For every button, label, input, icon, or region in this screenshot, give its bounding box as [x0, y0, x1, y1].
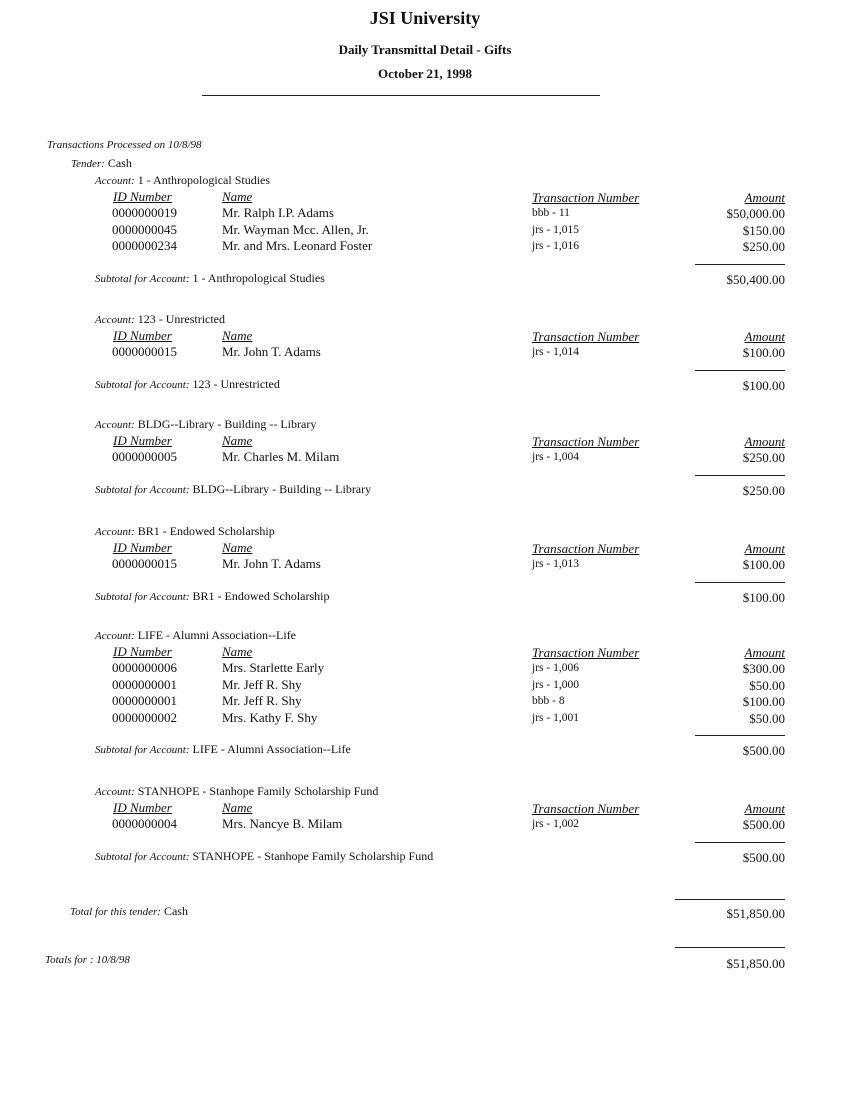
- donor-name: Mr. Charles M. Milam: [222, 449, 340, 464]
- id-number: 0000000001: [112, 693, 177, 708]
- report-title: JSI University: [369, 8, 481, 28]
- donor-name: Mr. Jeff R. Shy: [222, 693, 302, 708]
- subtotal-amount: $500.00: [742, 849, 785, 865]
- donor-name: Mrs. Kathy F. Shy: [222, 709, 318, 725]
- amount: $500.00: [742, 817, 785, 832]
- id-number: 0000000005: [112, 449, 177, 464]
- transaction-number: bbb - 11: [532, 207, 570, 219]
- grand-total-amount: $51,850.00: [726, 956, 785, 971]
- column-header-id: ID Number: [113, 540, 172, 555]
- account-label: Account:: [95, 630, 135, 642]
- tender-total-label: Total for this tender:: [70, 906, 161, 918]
- account-line: [95, 524, 275, 539]
- id-number: 0000000004: [112, 816, 177, 831]
- account-name: 1 - Anthropological Studies: [137, 173, 271, 187]
- column-header-amount: Amount: [744, 645, 785, 660]
- column-header-amount: Amount: [744, 434, 785, 449]
- transaction-number: jrs - 1,001: [532, 711, 579, 724]
- processed-label: Transactions Processed on 10/8/98: [47, 139, 202, 151]
- subtotal-rule: [695, 475, 785, 476]
- subtotal-line: [95, 377, 280, 392]
- subtotal-label: Subtotal for Account:: [95, 590, 190, 603]
- grand-total-rule: [675, 947, 785, 948]
- subtotal-rule: [695, 842, 785, 843]
- account-label: Account:: [95, 786, 135, 798]
- subtotal-line: [95, 589, 330, 604]
- subtotal-label: Subtotal for Account:: [95, 483, 190, 496]
- subtotal-amount: $100.00: [742, 377, 785, 393]
- id-number: 0000000045: [112, 221, 177, 237]
- subtotal-label: Subtotal for Account:: [95, 272, 190, 285]
- amount: $250.00: [742, 239, 785, 254]
- account-label: Account:: [95, 526, 135, 538]
- column-header-transaction: Transaction Number: [532, 434, 640, 449]
- account-label: Account:: [95, 314, 135, 326]
- account-line: [95, 417, 316, 432]
- id-number: 0000000002: [112, 709, 177, 725]
- amount: $100.00: [742, 557, 785, 572]
- id-number: 0000000001: [112, 676, 177, 692]
- subtotal-rule: [695, 582, 785, 583]
- report-subtitle: Daily Transmittal Detail - Gifts: [338, 42, 512, 57]
- subtotal-amount: $250.00: [742, 482, 785, 498]
- column-header-name: Name: [222, 540, 253, 555]
- subtotal-rule: [695, 264, 785, 265]
- report-date: October 21, 1998: [378, 66, 472, 81]
- id-number: 0000000234: [112, 238, 177, 253]
- account-line: [95, 628, 296, 643]
- column-header-transaction: Transaction Number: [532, 541, 640, 556]
- id-number: 0000000006: [112, 660, 177, 675]
- subtotal-line: [95, 482, 371, 497]
- column-header-id: ID Number: [113, 644, 172, 659]
- column-header-amount: Amount: [744, 190, 785, 205]
- column-header-id: ID Number: [113, 433, 172, 448]
- amount: $50.00: [749, 677, 785, 693]
- donor-name: Mr. Wayman Mcc. Allen, Jr.: [222, 221, 369, 237]
- donor-name: Mr. Ralph I.P. Adams: [222, 205, 334, 220]
- donor-name: Mr. Jeff R. Shy: [222, 676, 302, 692]
- tender-total-rule: [675, 899, 785, 900]
- donor-name: Mrs. Starlette Early: [222, 660, 325, 675]
- subtotal-amount: $100.00: [742, 589, 785, 605]
- subtotal-amount: $50,400.00: [726, 271, 785, 287]
- column-header-name: Name: [222, 644, 253, 659]
- subtotal-label: Subtotal for Account:: [95, 744, 190, 756]
- donor-name: Mr. and Mrs. Leonard Foster: [222, 238, 373, 253]
- column-header-transaction: Transaction Number: [532, 329, 640, 344]
- donor-name: Mr. John T. Adams: [222, 556, 321, 571]
- account-label: Account:: [95, 419, 135, 431]
- id-number: 0000000019: [112, 205, 177, 220]
- column-header-name: Name: [222, 328, 253, 343]
- account-name: BLDG--Library - Building -- Library: [137, 417, 317, 431]
- tender-line: [71, 156, 132, 171]
- subtotal-rule: [695, 370, 785, 371]
- header-divider: [202, 95, 600, 96]
- amount: $250.00: [742, 450, 785, 465]
- subtotal-account-name: BR1 - Endowed Scholarship: [192, 588, 330, 603]
- subtotal-line: [95, 271, 325, 286]
- transaction-number: jrs - 1,000: [532, 678, 579, 691]
- column-header-transaction: Transaction Number: [532, 645, 640, 660]
- amount: $100.00: [742, 345, 785, 360]
- column-header-name: Name: [222, 800, 253, 815]
- account-name: LIFE - Alumni Association--Life: [137, 628, 297, 642]
- column-header-amount: Amount: [744, 329, 785, 344]
- column-header-name: Name: [222, 189, 253, 204]
- column-header-id: ID Number: [113, 189, 172, 204]
- column-header-transaction: Transaction Number: [532, 190, 640, 205]
- column-header-amount: Amount: [744, 801, 785, 816]
- column-header-transaction: Transaction Number: [532, 801, 640, 816]
- amount: $150.00: [742, 222, 785, 238]
- subtotal-rule: [695, 735, 785, 736]
- subtotal-account-name: BLDG--Library - Building -- Library: [192, 481, 372, 496]
- amount: $300.00: [742, 661, 785, 676]
- subtotal-account-name: LIFE - Alumni Association--Life: [192, 742, 351, 756]
- tender-label: Tender:: [71, 158, 105, 170]
- amount: $50.00: [749, 710, 785, 726]
- transaction-number: jrs - 1,014: [532, 346, 579, 358]
- id-number: 0000000015: [112, 344, 177, 359]
- transaction-number: jrs - 1,002: [532, 818, 579, 830]
- grand-total-label: Totals for : 10/8/98: [45, 954, 130, 966]
- subtotal-line: [95, 849, 433, 864]
- amount: $50,000.00: [726, 206, 785, 221]
- tender-total-amount: $51,850.00: [726, 906, 785, 921]
- transaction-number: jrs - 1,016: [532, 240, 579, 252]
- account-line: [95, 173, 270, 188]
- donor-name: Mrs. Nancye B. Milam: [222, 816, 343, 831]
- transaction-number: jrs - 1,004: [532, 451, 579, 463]
- account-line: [95, 312, 225, 327]
- subtotal-amount: $500.00: [742, 743, 785, 758]
- transaction-number: jrs - 1,006: [532, 662, 579, 674]
- account-name: BR1 - Endowed Scholarship: [137, 524, 275, 538]
- id-number: 0000000015: [112, 556, 177, 571]
- transaction-number: bbb - 8: [532, 695, 565, 707]
- transaction-number: jrs - 1,015: [532, 223, 579, 236]
- account-name: STANHOPE - Stanhope Family Scholarship Fund: [137, 784, 379, 798]
- tender-total-line: [70, 904, 188, 919]
- account-line: [95, 784, 378, 799]
- subtotal-account-name: 123 - Unrestricted: [192, 376, 280, 391]
- amount: $100.00: [742, 694, 785, 709]
- account-name: 123 - Unrestricted: [137, 312, 226, 326]
- subtotal-account-name: 1 - Anthropological Studies: [192, 270, 325, 285]
- column-header-amount: Amount: [744, 541, 785, 556]
- column-header-id: ID Number: [113, 328, 172, 343]
- subtotal-line: [95, 742, 351, 757]
- column-header-id: ID Number: [113, 800, 172, 815]
- transaction-number: jrs - 1,013: [532, 558, 579, 570]
- donor-name: Mr. John T. Adams: [222, 344, 321, 359]
- subtotal-account-name: STANHOPE - Stanhope Family Scholarship Fund: [192, 848, 434, 863]
- tender-total-value: Cash: [163, 904, 188, 918]
- subtotal-label: Subtotal for Account:: [95, 378, 190, 391]
- subtotal-label: Subtotal for Account:: [95, 850, 190, 863]
- account-label: Account:: [95, 175, 135, 187]
- tender-value: Cash: [107, 156, 132, 170]
- column-header-name: Name: [222, 433, 253, 448]
